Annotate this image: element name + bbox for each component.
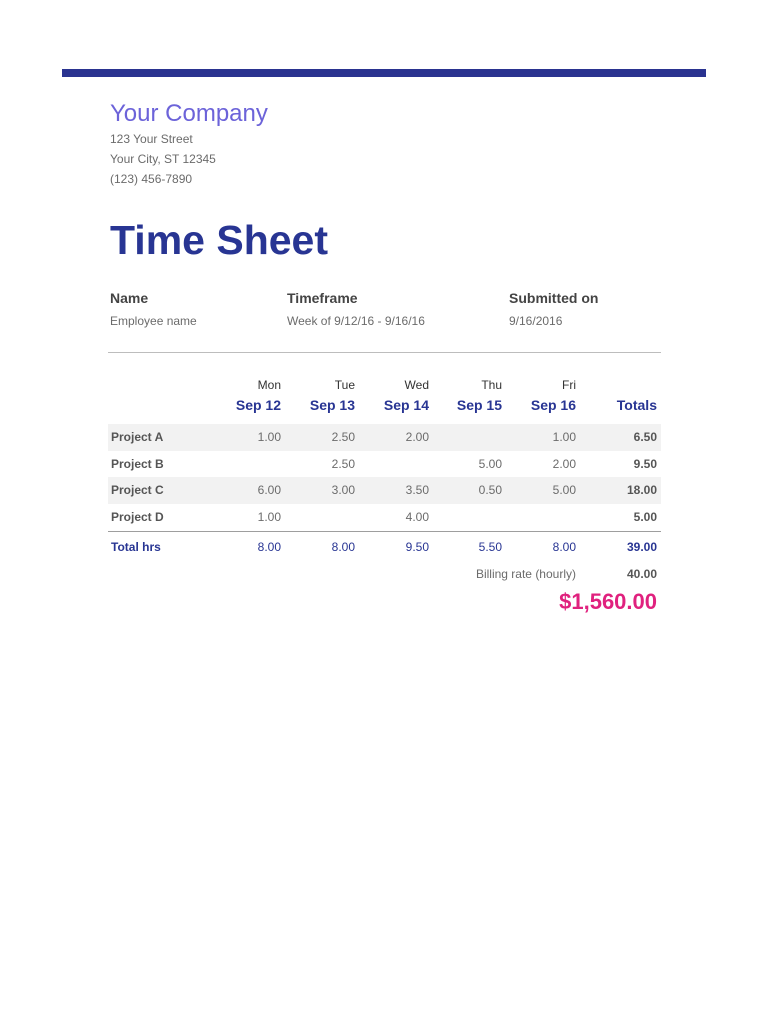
billing-rate-label: Billing rate (hourly): [475, 567, 576, 581]
date-tue: Sep 13: [309, 397, 355, 413]
hours-cell: 1.00: [257, 510, 281, 524]
hours-cell: 3.00: [331, 483, 355, 497]
header-accent-bar: [62, 69, 706, 77]
date-fri: Sep 16: [530, 397, 576, 413]
date-mon: Sep 12: [235, 397, 281, 413]
hours-cell: 0.50: [478, 483, 502, 497]
total-hours-cell: 8.00: [257, 540, 281, 554]
hours-cell: 4.00: [405, 510, 429, 524]
timeframe-label: Timeframe: [287, 290, 358, 306]
hours-cell: 3.50: [405, 483, 429, 497]
project-name: Project B: [111, 457, 164, 471]
row-total: 9.50: [633, 457, 657, 471]
name-value: Employee name: [110, 314, 197, 328]
hours-cell: 1.00: [552, 430, 576, 444]
hours-cell: 5.00: [478, 457, 502, 471]
submitted-label: Submitted on: [509, 290, 599, 306]
total-hours-cell: 8.00: [331, 540, 355, 554]
day-tue: Tue: [334, 378, 355, 392]
table-date-header: [108, 397, 661, 417]
row-total: 18.00: [626, 483, 657, 497]
row-total: 5.00: [633, 510, 657, 524]
hours-cell: 1.00: [257, 430, 281, 444]
table-row: [108, 504, 661, 531]
project-name: Project D: [111, 510, 164, 524]
day-fri: Fri: [562, 378, 576, 392]
totals-divider: [108, 531, 661, 532]
total-hours-cell: 8.00: [552, 540, 576, 554]
hours-cell: 2.50: [331, 457, 355, 471]
total-hours-cell: 9.50: [405, 540, 429, 554]
project-name: Project C: [111, 483, 164, 497]
total-amount: $1,560.00: [559, 589, 657, 614]
total-hours-label: Total hrs: [111, 540, 161, 554]
company-city: Your City, ST 12345: [110, 152, 216, 166]
billing-rate-row: [108, 561, 661, 587]
table-row: [108, 477, 661, 504]
day-wed: Wed: [404, 378, 429, 392]
submitted-value: 9/16/2016: [509, 314, 563, 328]
timeframe-field: [287, 289, 425, 330]
hours-cell: 2.00: [552, 457, 576, 471]
day-mon: Mon: [257, 378, 281, 392]
hours-cell: 2.50: [331, 430, 355, 444]
table-row: [108, 424, 661, 451]
company-phone: (123) 456-7890: [110, 172, 193, 186]
grand-total-hours: 39.00: [626, 540, 657, 554]
name-label: Name: [110, 290, 149, 306]
page-title: Time Sheet: [110, 217, 328, 263]
total-hours-row: [108, 534, 661, 560]
billing-rate-value: 40.00: [626, 567, 657, 581]
section-divider: [108, 352, 661, 353]
name-field: [110, 289, 197, 330]
hours-cell: 6.00: [257, 483, 281, 497]
company-block: [110, 99, 268, 189]
totals-header: Totals: [616, 397, 657, 413]
total-hours-cell: 5.50: [478, 540, 502, 554]
date-thu: Sep 15: [456, 397, 502, 413]
hours-cell: 5.00: [552, 483, 576, 497]
timeframe-value: Week of 9/12/16 - 9/16/16: [287, 314, 425, 328]
row-total: 6.50: [633, 430, 657, 444]
company-street: 123 Your Street: [110, 132, 193, 146]
project-name: Project A: [111, 430, 164, 444]
day-thu: Thu: [481, 378, 502, 392]
hours-cell: 2.00: [405, 430, 429, 444]
submitted-field: [509, 289, 598, 330]
table-day-header: [108, 378, 661, 394]
table-row: [108, 451, 661, 478]
company-name: Your Company: [110, 100, 268, 127]
date-wed: Sep 14: [383, 397, 429, 413]
